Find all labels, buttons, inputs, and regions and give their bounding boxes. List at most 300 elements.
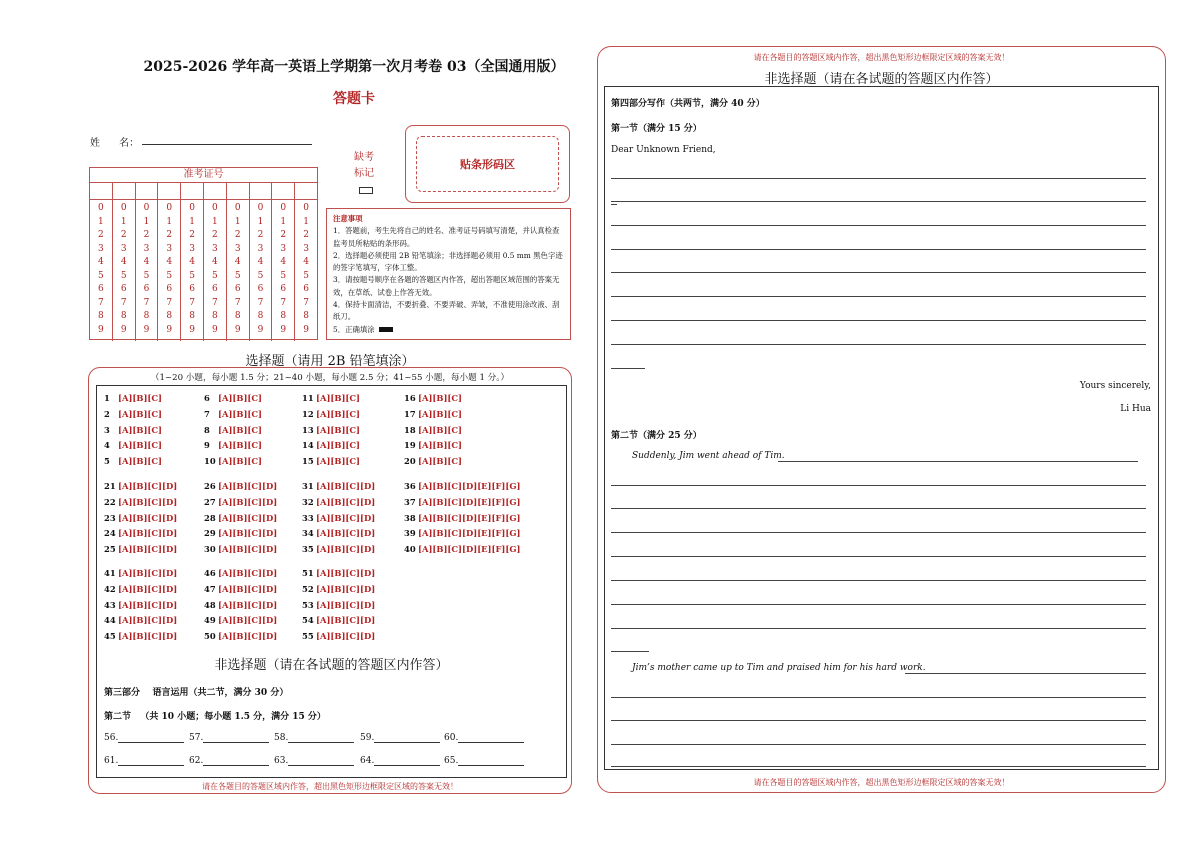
- notes-item-4: 4．保持卡面清洁，不要折叠、不要弄破、弄皱，不准使用涂改液、刮纸刀。: [333, 300, 560, 322]
- writing-line[interactable]: [611, 201, 1146, 202]
- digit-bubble[interactable]: 9: [166, 324, 173, 335]
- writing-line[interactable]: [611, 720, 1146, 721]
- digit-bubble[interactable]: 4: [280, 257, 287, 267]
- option-bubbles[interactable]: [A][B][C][D]: [316, 528, 376, 539]
- choice-question[interactable]: [104, 631, 177, 641]
- digit-bubble[interactable]: 4: [212, 257, 218, 267]
- digit-bubble[interactable]: 4: [189, 257, 195, 267]
- prompt1-line[interactable]: [778, 461, 1138, 462]
- fill-blank[interactable]: [104, 756, 188, 766]
- exam-number-column[interactable]: [158, 200, 181, 341]
- digit-bubble[interactable]: 8: [212, 311, 218, 321]
- blank-line[interactable]: [288, 756, 354, 766]
- part4-heading: 第四部分写作（共两节，满分 40 分）: [611, 99, 765, 109]
- name-field[interactable]: [142, 144, 312, 145]
- question-number: 18: [404, 424, 416, 435]
- digit-bubble[interactable]: 6: [98, 284, 104, 294]
- option-bubbles[interactable]: [A][B][C]: [316, 456, 361, 467]
- digit-bubble[interactable]: 4: [98, 257, 104, 267]
- option-bubbles[interactable]: [A][B][C][D]: [218, 615, 278, 626]
- option-bubbles[interactable]: [A][B][C][D]: [316, 615, 376, 626]
- choice-question[interactable]: [104, 513, 177, 523]
- question-number: 26: [204, 481, 216, 491]
- writing-line[interactable]: [611, 651, 649, 652]
- digit-bubble[interactable]: 6: [280, 284, 287, 294]
- digit-bubble[interactable]: 1: [166, 216, 173, 227]
- digit-bubble[interactable]: 2: [212, 230, 218, 240]
- part3-heading: 第三部分 语言运用（共二节，满分 30 分）: [104, 688, 289, 698]
- digit-bubble[interactable]: 0: [212, 203, 218, 213]
- exam-number-bubble-columns[interactable]: [90, 200, 317, 341]
- question-number: 10: [204, 456, 216, 467]
- exam-number-write-cells[interactable]: [90, 183, 317, 200]
- digit-bubble[interactable]: 9: [120, 324, 127, 335]
- part4-section1-heading: 第一节（满分 15 分）: [611, 124, 702, 134]
- fill-blank[interactable]: [274, 756, 358, 766]
- choice-question[interactable]: [302, 568, 375, 578]
- fill-blank[interactable]: [360, 733, 444, 743]
- digit-bubble[interactable]: 3: [166, 243, 173, 254]
- digit-bubble[interactable]: 3: [303, 243, 309, 254]
- digit-bubble[interactable]: 4: [143, 257, 150, 267]
- option-bubbles[interactable]: [A][B][C]: [418, 456, 463, 467]
- option-bubbles[interactable]: [A][B][C]: [118, 408, 163, 419]
- digit-bubble[interactable]: 9: [303, 324, 309, 335]
- digit-bubble[interactable]: 0: [98, 203, 104, 213]
- choice-question[interactable]: [104, 544, 177, 554]
- writing-line[interactable]: [611, 697, 1146, 698]
- option-bubbles[interactable]: [A][B][C][D]: [316, 512, 376, 523]
- digit-bubble[interactable]: 4: [234, 257, 241, 267]
- writing-line[interactable]: [611, 249, 1146, 250]
- digit-bubble[interactable]: 9: [257, 324, 264, 335]
- exam-number-column[interactable]: [272, 200, 295, 341]
- option-bubbles[interactable]: [A][B][C][D]: [218, 512, 278, 523]
- digit-bubble[interactable]: 9: [98, 324, 104, 335]
- option-bubbles[interactable]: [A][B][C][D]: [118, 568, 178, 578]
- choice-question[interactable]: [302, 393, 360, 403]
- digit-bubble[interactable]: 5: [143, 270, 150, 281]
- writing-line[interactable]: [611, 296, 1146, 297]
- blank-line[interactable]: [458, 733, 524, 743]
- digit-bubble[interactable]: 0: [120, 203, 127, 213]
- option-bubbles[interactable]: [A][B][C][D]: [118, 528, 178, 539]
- choice-question[interactable]: [302, 456, 360, 466]
- digit-bubble[interactable]: 7: [303, 297, 309, 308]
- choice-question[interactable]: [204, 497, 277, 507]
- choice-question[interactable]: [204, 393, 262, 403]
- digit-bubble[interactable]: 8: [303, 311, 309, 321]
- option-bubbles[interactable]: [A][B][C][D]: [118, 496, 178, 507]
- choice-scoring-note: （1~20 小题，每小题 1.5 分；21~40 小题，每小题 2.5 分；41~55 小题，每小题 1 分。）: [150, 373, 510, 383]
- option-bubbles[interactable]: [A][B][C][D]: [218, 631, 278, 642]
- choice-question[interactable]: [104, 440, 162, 450]
- choice-question[interactable]: [404, 528, 520, 538]
- digit-bubble[interactable]: 2: [303, 230, 309, 240]
- exam-number-column[interactable]: [295, 200, 317, 341]
- option-bubbles[interactable]: [A][B][C][D][E][F][G]: [418, 544, 521, 555]
- digit-bubble[interactable]: 6: [166, 284, 173, 294]
- question-number: 3: [104, 424, 110, 435]
- question-number: 39: [404, 528, 416, 539]
- option-bubbles[interactable]: [A][B][C][D][E][F][G]: [418, 528, 521, 539]
- choice-question[interactable]: [302, 528, 375, 538]
- digit-bubble[interactable]: 4: [120, 257, 127, 267]
- digit-bubble[interactable]: 9: [143, 324, 150, 335]
- choice-question[interactable]: [302, 544, 375, 554]
- option-bubbles[interactable]: [A][B][C]: [218, 456, 263, 467]
- choice-question[interactable]: [204, 544, 277, 554]
- choice-question[interactable]: [204, 456, 262, 466]
- choice-question[interactable]: [204, 513, 277, 523]
- choice-question[interactable]: [104, 528, 177, 538]
- absent-mark-box[interactable]: [359, 187, 373, 194]
- digit-bubble[interactable]: 1: [303, 216, 309, 227]
- blank-line[interactable]: [374, 756, 440, 766]
- option-bubbles[interactable]: [A][B][C][D]: [218, 599, 278, 610]
- digit-bubble[interactable]: 0: [234, 203, 241, 213]
- choice-question[interactable]: [204, 528, 277, 538]
- option-bubbles[interactable]: [A][B][C][D]: [118, 544, 178, 555]
- writing-line[interactable]: [611, 744, 1146, 745]
- digit-bubble[interactable]: 3: [212, 243, 218, 254]
- option-bubbles[interactable]: [A][B][C][D]: [316, 599, 376, 610]
- digit-bubble[interactable]: 3: [280, 243, 287, 254]
- digit-bubble[interactable]: 1: [189, 216, 195, 227]
- blank-number: 65.: [444, 756, 459, 766]
- option-bubbles[interactable]: [A][B][C][D]: [316, 481, 376, 491]
- option-bubbles[interactable]: [A][B][C][D]: [218, 583, 278, 594]
- digit-bubble[interactable]: 9: [234, 324, 241, 335]
- option-bubbles[interactable]: [A][B][C]: [316, 393, 361, 403]
- digit-bubble[interactable]: 2: [234, 230, 241, 240]
- choice-question[interactable]: [404, 544, 520, 554]
- option-bubbles[interactable]: [A][B][C]: [118, 424, 163, 435]
- writing-line[interactable]: [611, 604, 1146, 605]
- option-bubbles[interactable]: [A][B][C]: [316, 424, 361, 435]
- option-bubbles[interactable]: [A][B][C]: [418, 440, 463, 451]
- blank-line[interactable]: [458, 756, 524, 766]
- writing-line[interactable]: [611, 368, 645, 369]
- option-bubbles[interactable]: [A][B][C][D]: [218, 496, 278, 507]
- fill-blank[interactable]: [444, 756, 528, 766]
- digit-bubble[interactable]: 4: [166, 257, 173, 267]
- digit-bubble[interactable]: 1: [143, 216, 150, 227]
- digit-bubble[interactable]: 3: [143, 243, 150, 254]
- writing-line[interactable]: [611, 320, 1146, 321]
- option-bubbles[interactable]: [A][B][C][D][E][F][G]: [418, 512, 521, 523]
- choice-question[interactable]: [404, 456, 462, 466]
- choice-question[interactable]: [104, 425, 162, 435]
- absent-mark-label: 缺考 标记: [354, 152, 374, 179]
- option-bubbles[interactable]: [A][B][C]: [316, 408, 361, 419]
- choice-question[interactable]: [302, 425, 360, 435]
- option-bubbles[interactable]: [A][B][C]: [418, 424, 463, 435]
- digit-bubble[interactable]: 5: [280, 270, 287, 281]
- writing-line[interactable]: [611, 556, 1146, 557]
- digit-bubble[interactable]: 6: [212, 284, 218, 294]
- digit-bubble[interactable]: 3: [120, 243, 127, 254]
- digit-bubble[interactable]: 3: [257, 243, 264, 254]
- option-bubbles[interactable]: [A][B][C][D]: [118, 599, 178, 610]
- option-bubbles[interactable]: [A][B][C][D]: [316, 544, 376, 555]
- choice-question[interactable]: [302, 409, 360, 419]
- question-number: 47: [204, 583, 216, 594]
- digit-bubble[interactable]: 7: [120, 297, 127, 308]
- exam-number-column[interactable]: [90, 200, 113, 341]
- choice-question[interactable]: [104, 615, 177, 625]
- writing-line[interactable]: [611, 272, 1146, 273]
- digit-bubble[interactable]: 2: [166, 230, 173, 240]
- blank-line[interactable]: [118, 733, 184, 743]
- choice-question[interactable]: [104, 600, 177, 610]
- option-bubbles[interactable]: [A][B][C][D]: [316, 583, 376, 594]
- digit-bubble[interactable]: 8: [120, 311, 127, 321]
- choice-question[interactable]: [404, 497, 520, 507]
- choice-question[interactable]: [204, 600, 277, 610]
- option-bubbles[interactable]: [A][B][C][D]: [316, 496, 376, 507]
- option-bubbles[interactable]: [A][B][C][D]: [118, 481, 178, 491]
- question-number: 36: [404, 481, 416, 491]
- digit-bubble[interactable]: 2: [98, 230, 104, 240]
- digit-bubble[interactable]: 7: [280, 297, 287, 308]
- choice-question[interactable]: [302, 497, 375, 507]
- writing-line[interactable]: [611, 204, 617, 205]
- question-number: 27: [204, 496, 216, 507]
- option-bubbles[interactable]: [A][B][C][D]: [118, 615, 178, 626]
- digit-bubble[interactable]: 7: [234, 297, 241, 308]
- digit-bubble[interactable]: 2: [280, 230, 287, 240]
- option-bubbles[interactable]: [A][B][C]: [118, 393, 163, 403]
- digit-bubble[interactable]: 4: [257, 257, 264, 267]
- choice-question[interactable]: [204, 631, 277, 641]
- digit-bubble[interactable]: 1: [234, 216, 241, 227]
- option-bubbles[interactable]: [A][B][C]: [118, 456, 163, 467]
- barcode-area: [416, 136, 559, 192]
- writing-line[interactable]: [611, 532, 1146, 533]
- digit-bubble[interactable]: 7: [143, 297, 150, 308]
- option-bubbles[interactable]: [A][B][C]: [218, 424, 263, 435]
- fill-blank[interactable]: [274, 733, 358, 743]
- question-number: 31: [302, 481, 314, 491]
- digit-bubble[interactable]: 7: [166, 297, 173, 308]
- writing-line[interactable]: [611, 344, 1146, 345]
- digit-bubble[interactable]: 8: [257, 311, 264, 321]
- digit-bubble[interactable]: 3: [189, 243, 195, 254]
- digit-bubble[interactable]: 2: [257, 230, 264, 240]
- digit-bubble[interactable]: 0: [280, 203, 287, 213]
- digit-bubble[interactable]: 8: [234, 311, 241, 321]
- digit-bubble[interactable]: 6: [189, 284, 195, 294]
- letter-greeting: Dear Unknown Friend,: [611, 145, 716, 155]
- digit-bubble[interactable]: 1: [212, 216, 218, 227]
- writing-line[interactable]: [611, 766, 1146, 767]
- blank-line[interactable]: [203, 756, 269, 766]
- digit-bubble[interactable]: 4: [303, 257, 309, 267]
- choice-question[interactable]: [104, 568, 177, 578]
- digit-bubble[interactable]: 8: [189, 311, 195, 321]
- digit-bubble[interactable]: 5: [120, 270, 127, 281]
- blank-line[interactable]: [288, 733, 354, 743]
- digit-bubble[interactable]: 5: [98, 270, 104, 281]
- option-bubbles[interactable]: [A][B][C][D]: [118, 583, 178, 594]
- choice-question[interactable]: [404, 513, 520, 523]
- writing-line[interactable]: [611, 178, 1146, 179]
- option-bubbles[interactable]: [A][B][C][D]: [218, 528, 278, 539]
- blank-line[interactable]: [203, 733, 269, 743]
- question-number: 32: [302, 496, 314, 507]
- digit-bubble[interactable]: 5: [212, 270, 218, 281]
- digit-bubble[interactable]: 7: [257, 297, 264, 308]
- option-bubbles[interactable]: [A][B][C]: [418, 393, 463, 403]
- notes-item-5: 5．正确填涂: [333, 324, 375, 334]
- choice-question[interactable]: [204, 584, 277, 594]
- option-bubbles[interactable]: [A][B][C][D][E][F][G]: [418, 481, 521, 491]
- digit-bubble[interactable]: 9: [280, 324, 287, 335]
- digit-bubble[interactable]: 8: [166, 311, 173, 321]
- choice-question[interactable]: [104, 456, 162, 466]
- exam-number-column[interactable]: [113, 200, 136, 341]
- exam-number-column[interactable]: [227, 200, 250, 341]
- question-number: 2: [104, 408, 110, 419]
- fill-blank[interactable]: [360, 756, 444, 766]
- digit-bubble[interactable]: 2: [189, 230, 195, 240]
- choice-question[interactable]: [302, 600, 375, 610]
- digit-bubble[interactable]: 6: [303, 284, 309, 294]
- choice-question[interactable]: [104, 409, 162, 419]
- digit-bubble[interactable]: 7: [98, 297, 104, 308]
- writing-line[interactable]: [611, 485, 1146, 486]
- choice-question[interactable]: [302, 584, 375, 594]
- exam-number-column[interactable]: [181, 200, 204, 341]
- barcode-label: 贴条形码区: [460, 158, 515, 171]
- writing-line[interactable]: [611, 225, 1146, 226]
- digit-bubble[interactable]: 5: [257, 270, 264, 281]
- fill-blank[interactable]: [189, 756, 273, 766]
- blank-line[interactable]: [118, 756, 184, 766]
- name-label: 姓 名：: [90, 138, 140, 149]
- digit-bubble[interactable]: 6: [234, 284, 241, 294]
- choice-question[interactable]: [302, 513, 375, 523]
- option-bubbles[interactable]: [A][B][C][D]: [118, 512, 178, 523]
- choice-question[interactable]: [204, 481, 277, 491]
- choice-question[interactable]: [302, 631, 375, 641]
- choice-question[interactable]: [404, 481, 520, 491]
- writing-line[interactable]: [611, 628, 1146, 629]
- choice-question[interactable]: [404, 440, 462, 450]
- digit-bubble[interactable]: 9: [212, 324, 218, 335]
- digit-bubble[interactable]: 8: [143, 311, 150, 321]
- question-number: 46: [204, 568, 216, 578]
- option-bubbles[interactable]: [A][B][C]: [316, 440, 361, 451]
- option-bubbles[interactable]: [A][B][C][D]: [316, 568, 376, 578]
- option-bubbles[interactable]: [A][B][C]: [218, 393, 263, 403]
- question-number: 25: [104, 544, 116, 555]
- digit-bubble[interactable]: 5: [303, 270, 309, 281]
- choice-question[interactable]: [104, 584, 177, 594]
- digit-bubble[interactable]: 8: [280, 311, 287, 321]
- choice-question[interactable]: [302, 481, 375, 491]
- digit-bubble[interactable]: 5: [166, 270, 173, 281]
- prompt2-line[interactable]: [905, 673, 1146, 674]
- option-bubbles[interactable]: [A][B][C]: [218, 408, 263, 419]
- choice-question[interactable]: [104, 481, 177, 491]
- choice-question[interactable]: [302, 615, 375, 625]
- exam-number-column[interactable]: [136, 200, 159, 341]
- option-bubbles[interactable]: [A][B][C][D]: [218, 568, 278, 578]
- choice-question[interactable]: [404, 425, 462, 435]
- choice-question[interactable]: [204, 440, 262, 450]
- question-number: 4: [104, 440, 110, 451]
- digit-bubble[interactable]: 7: [212, 297, 218, 308]
- digit-bubble[interactable]: 1: [257, 216, 264, 227]
- option-bubbles[interactable]: [A][B][C][D]: [218, 544, 278, 555]
- option-bubbles[interactable]: [A][B][C][D]: [218, 481, 278, 491]
- digit-bubble[interactable]: 1: [120, 216, 127, 227]
- choice-question[interactable]: [204, 615, 277, 625]
- digit-bubble[interactable]: 0: [166, 203, 173, 213]
- digit-bubble[interactable]: 5: [234, 270, 241, 281]
- digit-bubble[interactable]: 0: [257, 203, 264, 213]
- digit-bubble[interactable]: 3: [234, 243, 241, 254]
- choice-question[interactable]: [204, 409, 262, 419]
- choice-question[interactable]: [302, 440, 360, 450]
- digit-bubble[interactable]: 2: [143, 230, 150, 240]
- question-number: 37: [404, 496, 416, 507]
- digit-bubble[interactable]: 5: [189, 270, 195, 281]
- option-bubbles[interactable]: [A][B][C][D]: [118, 631, 178, 642]
- digit-bubble[interactable]: 0: [189, 203, 195, 213]
- option-bubbles[interactable]: [A][B][C]: [218, 440, 263, 451]
- choice-question[interactable]: [104, 497, 177, 507]
- writing-line[interactable]: [611, 580, 1146, 581]
- question-number: 17: [404, 408, 416, 419]
- digit-bubble[interactable]: 2: [120, 230, 127, 240]
- digit-bubble[interactable]: 6: [143, 284, 150, 294]
- fill-blank[interactable]: [104, 733, 188, 743]
- exam-number-column[interactable]: [250, 200, 273, 341]
- digit-bubble[interactable]: 7: [189, 297, 195, 308]
- option-bubbles[interactable]: [A][B][C][D]: [316, 631, 376, 642]
- digit-bubble[interactable]: 0: [303, 203, 309, 213]
- digit-bubble[interactable]: 8: [98, 311, 104, 321]
- option-bubbles[interactable]: [A][B][C]: [418, 408, 463, 419]
- exam-number-label: 准考证号: [90, 168, 317, 183]
- blank-line[interactable]: [374, 733, 440, 743]
- choice-question[interactable]: [404, 393, 462, 403]
- choice-question[interactable]: [204, 568, 277, 578]
- digit-bubble[interactable]: 6: [257, 284, 264, 294]
- writing-line[interactable]: [611, 508, 1146, 509]
- question-number: 8: [204, 424, 210, 435]
- option-bubbles[interactable]: [A][B][C][D][E][F][G]: [418, 496, 521, 507]
- choice-question[interactable]: [104, 393, 162, 403]
- question-number: 49: [204, 615, 216, 626]
- digit-bubble[interactable]: 9: [189, 324, 195, 335]
- fill-blank[interactable]: [444, 733, 528, 743]
- question-number: 40: [404, 544, 416, 555]
- exam-number-column[interactable]: [204, 200, 227, 341]
- digit-bubble[interactable]: 0: [143, 203, 150, 213]
- choice-question[interactable]: [404, 409, 462, 419]
- fill-blank[interactable]: [189, 733, 273, 743]
- choice-question[interactable]: [204, 425, 262, 435]
- digit-bubble[interactable]: 6: [120, 284, 127, 294]
- digit-bubble[interactable]: 1: [280, 216, 287, 227]
- digit-bubble[interactable]: 1: [98, 216, 104, 227]
- digit-bubble[interactable]: 3: [98, 243, 104, 254]
- option-bubbles[interactable]: [A][B][C]: [118, 440, 163, 451]
